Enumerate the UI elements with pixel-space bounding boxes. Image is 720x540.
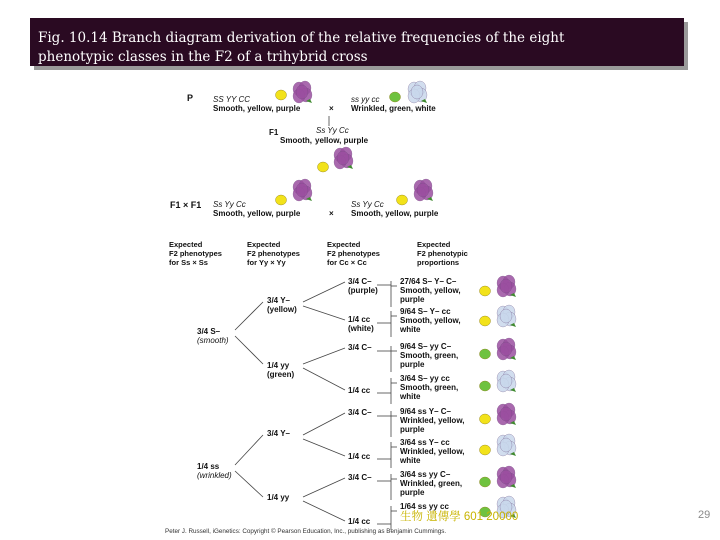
result-4-seed-icon: [480, 381, 491, 391]
branch-s1-y2: [235, 336, 263, 364]
f1a-phenotype: Smooth, yellow, purple: [213, 209, 301, 218]
branch-y2-c-bottom: [303, 368, 345, 390]
y-node-green-2: 1/4 yy: [267, 493, 290, 502]
c-node-6: 1/4 cc: [348, 452, 371, 461]
result-5: 9/64 ss Y– C– Wrinkled, yellow, purple: [400, 407, 465, 434]
f1b-seed-icon: [397, 195, 408, 205]
f1-flower-icon: [334, 147, 353, 169]
f1-label: F1: [269, 128, 279, 137]
p1-seed-icon: [276, 90, 287, 100]
s-node-smooth: 3/4 S– (smooth): [197, 327, 229, 345]
header-yy: Expected F2 phenotypes for Yy × Yy: [247, 240, 300, 267]
result-2: 9/64 S– Y– cc Smooth, yellow, white: [400, 307, 461, 334]
branch-y1-c-top: [303, 282, 345, 302]
c-node-2: 1/4 cc (white): [348, 315, 374, 333]
header-cc: Expected F2 phenotypes for Cc × Cc: [327, 240, 380, 267]
result-7-flower-icon: [497, 466, 516, 488]
figure-title-line-1: Fig. 10.14 Branch diagram derivation of the relative frequencies of the eight: [38, 30, 565, 46]
p2-phenotype: Wrinkled, green, white: [351, 104, 436, 113]
result-3: 9/64 S– yy C– Smooth, green, purple: [400, 342, 459, 369]
result-3-flower-icon: [497, 338, 516, 360]
branch-s2-y3: [235, 435, 263, 465]
result-1-seed-icon: [480, 286, 491, 296]
f1b-phenotype: Smooth, yellow, purple: [351, 209, 439, 218]
result-8: 1/64 ss yy cc: [400, 502, 449, 511]
result-7-seed-icon: [480, 477, 491, 487]
c-node-7: 3/4 C–: [348, 473, 372, 482]
c-node-5: 3/4 C–: [348, 408, 372, 417]
f1a-flower-icon: [293, 179, 312, 201]
result-5-seed-icon: [480, 414, 491, 424]
result-6-flower-icon: [497, 434, 516, 456]
branch-y4-c-top: [303, 478, 345, 497]
y-node-yellow-2: 3/4 Y–: [267, 429, 290, 438]
branch-y3-c-bottom: [303, 439, 345, 456]
branch-y2-c-top: [303, 348, 345, 364]
f1-phenotype-line-1: Smooth,: [280, 136, 312, 145]
figure-title-line-2: phenotypic classes in the F2 of a trihybrid cross: [38, 49, 368, 65]
f1xf1-label: F1 × F1: [170, 200, 202, 210]
p2-genotype: ss yy cc: [351, 95, 380, 104]
f1a-seed-icon: [276, 195, 287, 205]
f1b-genotype: Ss Yy Cc: [351, 200, 384, 209]
copyright-credit: Peter J. Russell, iGenetics: Copyright © Pearson Education, Inc., publishing as Benjamin Cummings.: [165, 528, 447, 535]
f1b-flower-icon: [414, 179, 433, 201]
p2-seed-icon: [390, 92, 401, 102]
f1-genotype: Ss Yy Cc: [316, 126, 349, 135]
p1-phenotype: Smooth, yellow, purple: [213, 104, 301, 113]
header-proportions: Expected F2 phenotypic proportions: [417, 240, 468, 267]
branch-y1-c-bottom: [303, 306, 345, 320]
f1-phenotype-line-2: yellow, purple: [315, 136, 369, 145]
c-node-1: 3/4 C– (purple): [348, 277, 378, 295]
header-ss: Expected F2 phenotypes for Ss × Ss: [169, 240, 222, 267]
y-node-yellow-1: 3/4 Y– (yellow): [267, 296, 297, 314]
result-1: 27/64 S– Y– C– Smooth, yellow, purple: [400, 277, 461, 304]
figure-title: [30, 18, 684, 66]
branch-s1-y1: [235, 302, 263, 330]
branch-diagram: [155, 80, 565, 530]
result-1-flower-icon: [497, 275, 516, 297]
result-2-flower-icon: [497, 305, 516, 327]
result-6: 3/64 ss Y– cc Wrinkled, yellow, white: [400, 438, 465, 465]
p-label: P: [187, 93, 194, 103]
p-cross-symbol: ×: [329, 104, 334, 113]
footer-course-text: 生物 遺傳學 601 20000: [400, 511, 519, 523]
result-7: 3/64 ss yy C– Wrinkled, green, purple: [400, 470, 463, 497]
result-3-seed-icon: [480, 349, 491, 359]
c-node-4: 1/4 cc: [348, 386, 371, 395]
branch-s2-y4: [235, 471, 263, 497]
branch-y3-c-top: [303, 413, 345, 435]
result-2-seed-icon: [480, 316, 491, 326]
result-4-flower-icon: [497, 370, 516, 392]
result-4: 3/64 S– yy cc Smooth, green, white: [400, 374, 459, 401]
f1-cross-symbol: ×: [329, 209, 334, 218]
f1-seed-icon: [318, 162, 329, 172]
result-5-flower-icon: [497, 403, 516, 425]
f1a-genotype: Ss Yy Cc: [213, 200, 246, 209]
c-node-8: 1/4 cc: [348, 517, 371, 526]
p2-flower-icon: [408, 81, 427, 103]
s-node-wrinkled: 1/4 ss (wrinkled): [197, 462, 232, 480]
c-node-3: 3/4 C–: [348, 343, 372, 352]
branch-y4-c-bottom: [303, 501, 345, 521]
p1-flower-icon: [293, 81, 312, 103]
page-number: 29: [698, 509, 711, 521]
result-6-seed-icon: [480, 445, 491, 455]
y-node-green-1: 1/4 yy (green): [267, 361, 295, 379]
p1-genotype: SS YY CC: [213, 95, 251, 104]
